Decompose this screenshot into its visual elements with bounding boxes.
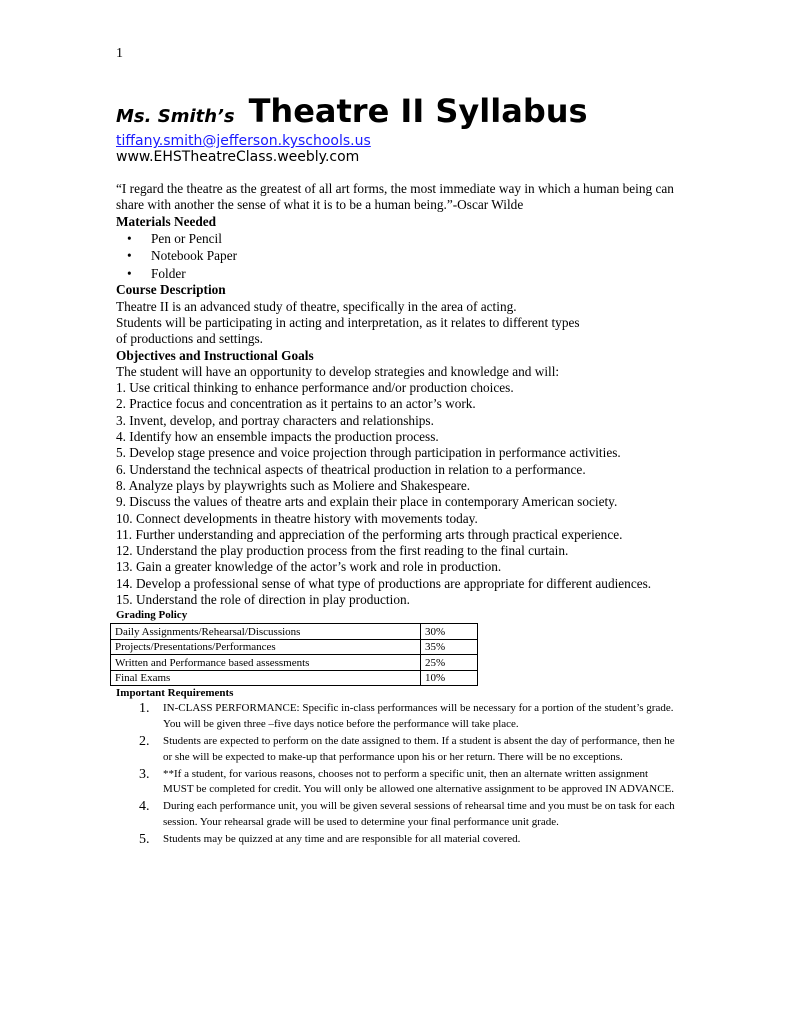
- item-number: 1.: [139, 701, 150, 717]
- website-url: www.EHSTheatreClass.weebly.com: [116, 149, 360, 165]
- objective-item: 5. Develop stage presence and voice projection through participation in performance activities.: [116, 445, 621, 461]
- bullet-icon: •: [127, 230, 132, 246]
- list-item: [116, 701, 678, 732]
- list-item: [116, 734, 678, 765]
- course-description-line: Theatre II is an advanced study of theatre, specifically in the area of acting.: [116, 298, 517, 314]
- item-number: 4.: [139, 799, 150, 815]
- objective-item: 1. Use critical thinking to enhance performance and/or production choices.: [116, 380, 514, 396]
- item-number: 2.: [139, 734, 150, 750]
- teacher-name: Ms. Smith’s: [116, 106, 235, 127]
- course-description-line: Students will be participating in acting and interpretation, as it relates to different types: [116, 314, 580, 330]
- objectives-intro: The student will have an opportunity to develop strategies and knowledge and will:: [116, 363, 560, 379]
- objective-item: 4. Identify how an ensemble impacts the production process.: [116, 429, 439, 445]
- grade-percent: 30%: [421, 624, 478, 640]
- table-row: [111, 639, 478, 655]
- objective-item: 13. Gain a greater knowledge of the actor’s work and role in production.: [116, 559, 502, 575]
- grade-category: Written and Performance based assessments: [111, 655, 421, 671]
- materials-list: [116, 230, 696, 283]
- bullet-icon: •: [127, 265, 132, 281]
- quote: “I regard the theatre as the greatest of all art forms, the most immediate way in which a human being can share with another the sense of what it is to be a human being.”-Oscar Wilde: [116, 181, 674, 213]
- objective-item: 15. Understand the role of direction in play production.: [116, 592, 410, 608]
- objective-item: 11. Further understanding and appreciation of the performing arts through practical experience.: [116, 526, 623, 542]
- objective-item: 9. Discuss the values of theatre arts and explain their place in contemporary American society.: [116, 494, 618, 510]
- list-item: [116, 832, 678, 848]
- email-link[interactable]: tiffany.smith@jefferson.kyschools.us: [116, 133, 371, 149]
- objective-item: 8. Analyze plays by playwrights such as Moliere and Shakespeare.: [116, 477, 471, 493]
- grade-category: Final Exams: [111, 670, 421, 686]
- table-row: [111, 624, 478, 640]
- objective-item: 6. Understand the technical aspects of theatrical production in relation to a performance.: [116, 461, 586, 477]
- course-description-heading: Course Description: [116, 282, 226, 298]
- list-item: • Pen or Pencil: [127, 230, 222, 246]
- grade-percent: 10%: [421, 670, 478, 686]
- page-number: 1: [116, 46, 123, 61]
- objectives-heading: Objectives and Instructional Goals: [116, 347, 314, 363]
- list-item: • Notebook Paper: [127, 248, 238, 264]
- grade-percent: 35%: [421, 639, 478, 655]
- bullet-icon: •: [127, 248, 132, 264]
- list-item: • Folder: [127, 265, 186, 281]
- grading-heading: Grading Policy: [116, 609, 188, 622]
- objective-item: 12. Understand the play production process from the first reading to the final curtain.: [116, 543, 569, 559]
- objective-item: 14. Develop a professional sense of what type of productions are appropriate for different audiences.: [116, 575, 652, 591]
- list-item: [116, 799, 678, 830]
- item-number: 5.: [139, 832, 150, 848]
- table-row: [111, 655, 478, 671]
- materials-heading: Materials Needed: [116, 213, 217, 229]
- requirement-text: During each performance unit, you will be given several sessions of rehearsal time and you must be on task for each session. Your rehearsal grade will be used to determine your final performance unit grade.: [163, 800, 675, 828]
- grade-percent: 25%: [421, 655, 478, 671]
- list-item: [116, 767, 678, 798]
- requirements-heading: Important Requirements: [116, 687, 234, 700]
- requirement-text: Students are expected to perform on the date assigned to them. If a student is absent the day of performance, then he or she will be expected to make-up that performance upon his or her return. There will be no exceptions.: [163, 735, 675, 763]
- grade-category: Daily Assignments/Rehearsal/Discussions: [111, 624, 421, 640]
- requirements-list: [116, 701, 696, 847]
- syllabus-body: [116, 181, 696, 849]
- course-description-line: of productions and settings.: [116, 331, 263, 347]
- objective-item: 3. Invent, develop, and portray characters and relationships.: [116, 412, 434, 428]
- objective-item: 10. Connect developments in theatre history with movements today.: [116, 510, 478, 526]
- objective-item: 2. Practice focus and concentration as it pertains to an actor’s work.: [116, 396, 476, 412]
- grade-category: Projects/Presentations/Performances: [111, 639, 421, 655]
- page-title: [116, 92, 588, 130]
- requirement-text: **If a student, for various reasons, chooses not to perform a specific unit, then an alternate written assignment MUST be completed for credit. You will only be allowed one alternative assignment to be approved IN ADVANCE.: [163, 767, 675, 796]
- syllabus-title: Theatre II Syllabus: [248, 92, 588, 130]
- grading-table: [110, 623, 478, 686]
- requirement-text: IN-CLASS PERFORMANCE: Specific in-class performances will be necessary for a portion of the student’s grade. You will be given three –five days notice before the performance will take place.: [163, 702, 674, 730]
- item-number: 3.: [139, 766, 150, 782]
- table-row: [111, 670, 478, 686]
- requirement-text: Students may be quizzed at any time and are responsible for all material covered.: [163, 833, 521, 846]
